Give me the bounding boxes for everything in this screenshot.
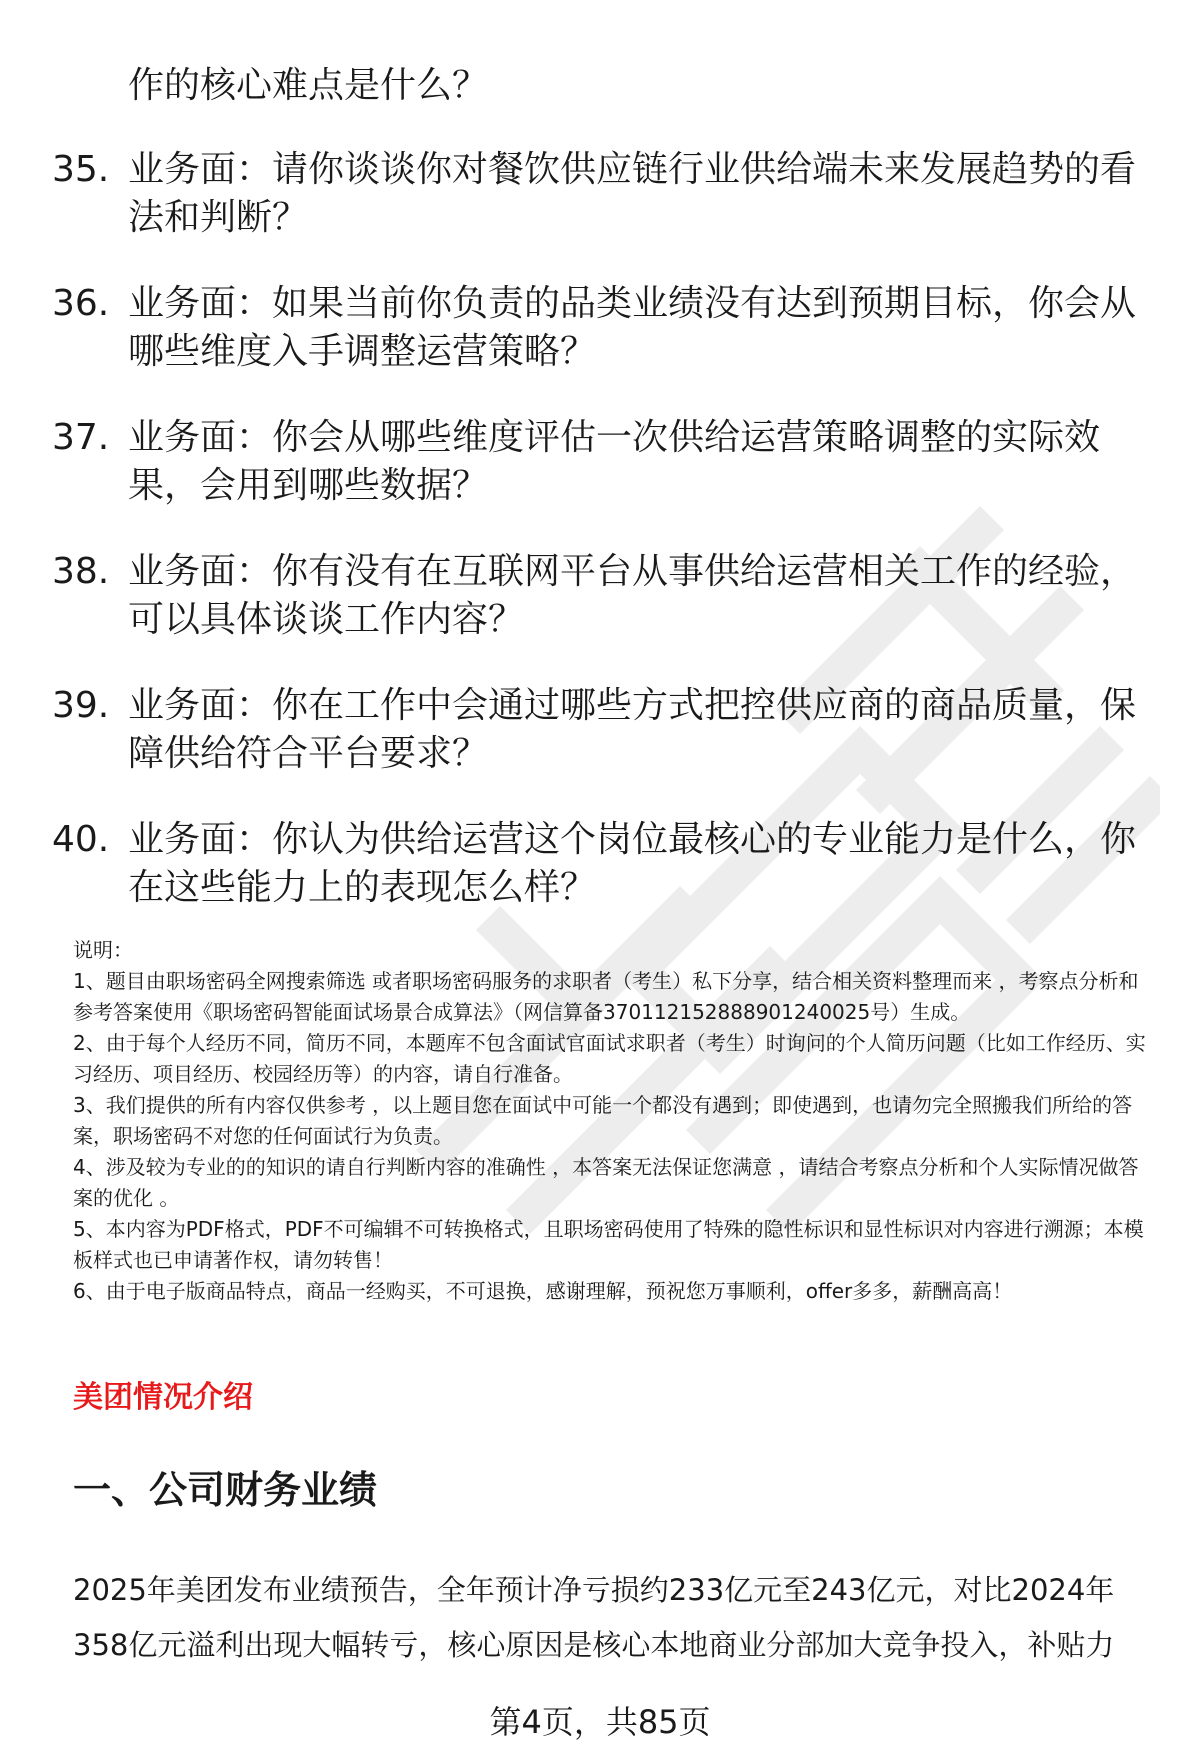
question-number: 38.	[52, 551, 110, 592]
question-item	[52, 280, 1142, 376]
question-text: 业务面：请你谈谈你对餐饮供应链行业供给端未来发展趋势的看法和判断？	[128, 149, 1137, 238]
question-item	[52, 146, 1142, 242]
question-item	[52, 414, 1142, 510]
question-item	[52, 816, 1142, 912]
section-heading: 一、公司财务业绩	[73, 1468, 378, 1512]
question-item	[52, 548, 1142, 644]
note-item: 2、由于每个人经历不同，简历不同，本题库不包含面试官面试求职者（考生）时询问的个人简历问题（比如工作经历、实习经历、项目经历、校园经历等）的内容，请自行准备。	[73, 1031, 1146, 1086]
note-item: 3、我们提供的所有内容仅供参考 ，以上题目您在面试中可能一个都没有遇到；即使遇到，也请勿完全照搬我们所给的答案，职场密码不对您的任何面试行为负责。	[73, 1093, 1133, 1148]
notes-heading: 说明：	[73, 938, 133, 962]
question-text: 业务面：你有没有在互联网平台从事供给运营相关工作的经验，可以具体谈谈工作内容？	[128, 551, 1137, 640]
question-text: 业务面：如果当前你负责的品类业绩没有达到预期目标，你会从哪些维度入手调整运营策略？	[128, 283, 1137, 372]
note-item: 5、本内容为PDF格式，PDF不可编辑不可转换格式，且职场密码使用了特殊的隐性标识和显性标识对内容进行溯源；本模板样式也已申请著作权，请勿转售！	[73, 1217, 1144, 1272]
body-paragraph: 2025年美团发布业绩预告，全年预计净亏损约233亿元至243亿元，对比2024年358亿元溢利出现大幅转亏，核心原因是核心本地商业分部加大竞争投入，补贴力	[73, 1573, 1115, 1662]
question-number: 35.	[52, 149, 110, 190]
note-item: 6、由于电子版商品特点，商品一经购买，不可退换，感谢理解，预祝您万事顺利，offer多多，薪酬高高！	[73, 1279, 1013, 1303]
question-text: 业务面：你在工作中会通过哪些方式把控供应商的商品质量，保障供给符合平台要求？	[128, 685, 1137, 774]
question-number: 37.	[52, 417, 110, 458]
question-text: 业务面：你认为供给运营这个岗位最核心的专业能力是什么，你在这些能力上的表现怎么样？	[128, 819, 1137, 908]
page-footer: 第4页，共85页	[489, 1703, 711, 1741]
continued-question-text: 作的核心难点是什么？	[128, 65, 489, 106]
question-item	[52, 682, 1142, 778]
question-number: 40.	[52, 819, 110, 860]
notes-section	[73, 935, 1158, 1307]
question-number: 36.	[52, 283, 110, 324]
note-item: 4、涉及较为专业的的知识的请自行判断内容的准确性 ，本答案无法保证您满意 ，请结合考察点分析和个人实际情况做答案的优化 。	[73, 1155, 1139, 1210]
question-number: 39.	[52, 685, 110, 726]
question-text: 业务面：你会从哪些维度评估一次供给运营策略调整的实际效果，会用到哪些数据？	[128, 417, 1101, 506]
question-list	[52, 146, 1142, 950]
section-title-red: 美团情况介绍	[73, 1380, 253, 1415]
note-item: 1、题目由职场密码全网搜索筛选 或者职场密码服务的求职者（考生）私下分享，结合相关资料整理而来 ，考察点分析和参考答案使用《职场密码智能面试场景合成算法》（网信算备370112152888901240025号）生成。	[73, 969, 1139, 1024]
